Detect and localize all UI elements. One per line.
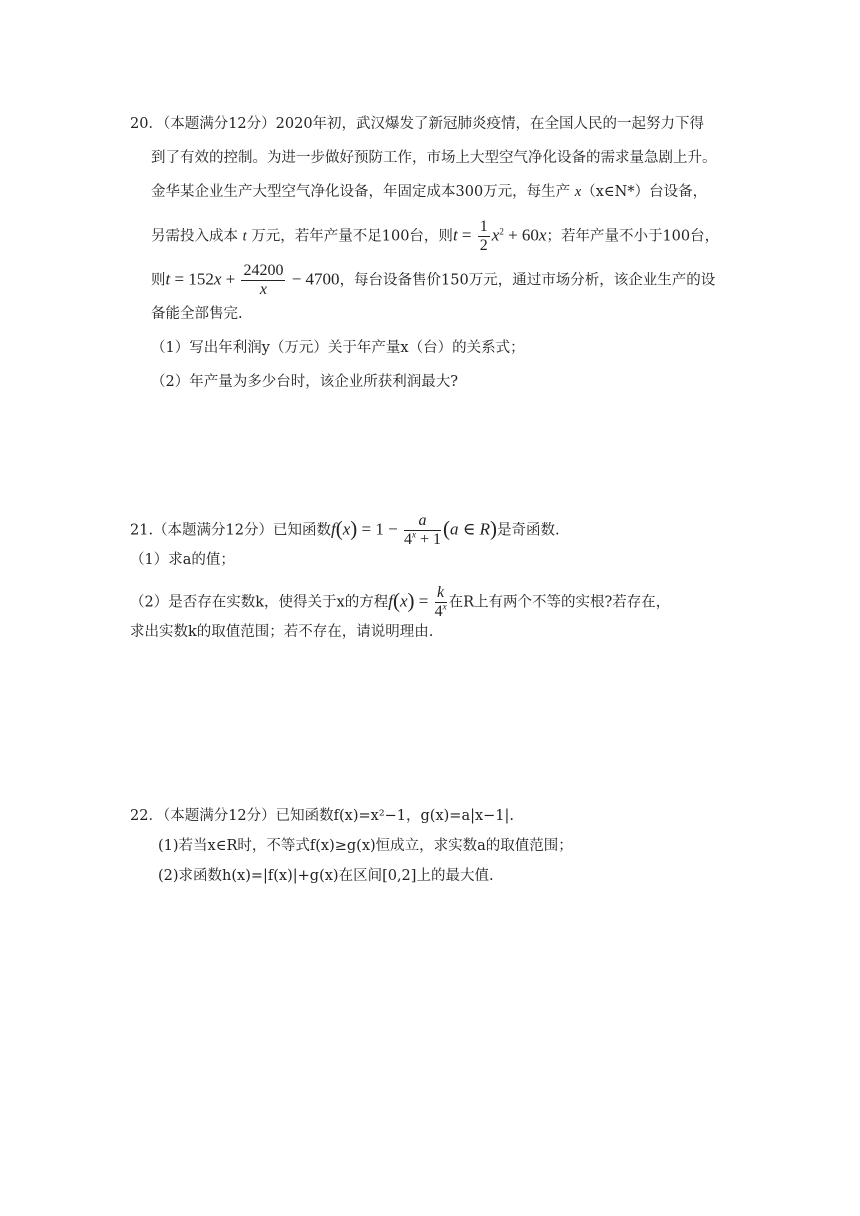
q20-line-2: 到了有效的控制。为进一步做好预防工作，市场上大型空气净化设备的需求量急剧上升。 bbox=[151, 150, 717, 166]
formula-t-over-100: t bbox=[165, 269, 171, 289]
q20-number: 20．（本题满分12分） bbox=[130, 116, 276, 132]
q21-part-2: （2）是否存在实数k，使得关于x的方程f(x) = $\frac{k}{4^x}$ 在R上有两个不等的实根?若存在， bbox=[130, 584, 671, 620]
formula-t-under-100: t bbox=[452, 225, 458, 245]
q20-part-1: （1）写出年利润y（万元）关于年产量x（台）的关系式； bbox=[151, 340, 525, 356]
q22-part-1: (1)若当x∈R时，不等式f(x)≥g(x)恒成立，求实数a的取值范围； bbox=[158, 838, 573, 854]
q22-part-2: (2)求函数h(x)=|f(x)|+g(x)在区间[0,2]上的最大值. bbox=[158, 868, 494, 884]
q21-part-2-cont: 求出实数k的取值范围；若不存在，请说明理由. bbox=[130, 624, 434, 640]
q21-line-1: 21.（本题满分12分）已知函数f(x) = 1 − $\frac{a}{4^x + 1}$ (a ∈ R)是奇函数. bbox=[130, 512, 560, 548]
q20-line-5: 则t = 152x + $\frac{24200}{x}$ − 4700，每台设备售价150万元，通过市场分析，该企业生产的设 bbox=[151, 262, 716, 298]
formula-equation: f bbox=[388, 591, 393, 611]
q20-part-2: （2）年产量为多少台时，该企业所获利润最大? bbox=[151, 374, 458, 390]
q20-line-4: 另需投入成本 t 万元，若年产量不足100台，则t = $\frac{1}{2}$ $x^2 + 60x$；若年产量不小于100台， bbox=[151, 218, 720, 254]
q22-line-1: 22．（本题满分12分）已知函数f(x)=x²−1，g(x)=a|x−1|. bbox=[130, 808, 515, 824]
q21-part-1: （1）求a的值； bbox=[130, 552, 235, 568]
q20-line-6: 备能全部售完. bbox=[151, 306, 243, 322]
formula-f-def: f bbox=[331, 519, 336, 539]
q20-line-3: 金华某企业生产大型空气净化设备，年固定成本300万元，每生产 x（x∈N*）台设备， bbox=[151, 184, 708, 200]
q20-line-1: 20．（本题满分12分）2020年初，武汉爆发了新冠肺炎疫情，在全国人民的一起努力下得 bbox=[130, 116, 705, 132]
